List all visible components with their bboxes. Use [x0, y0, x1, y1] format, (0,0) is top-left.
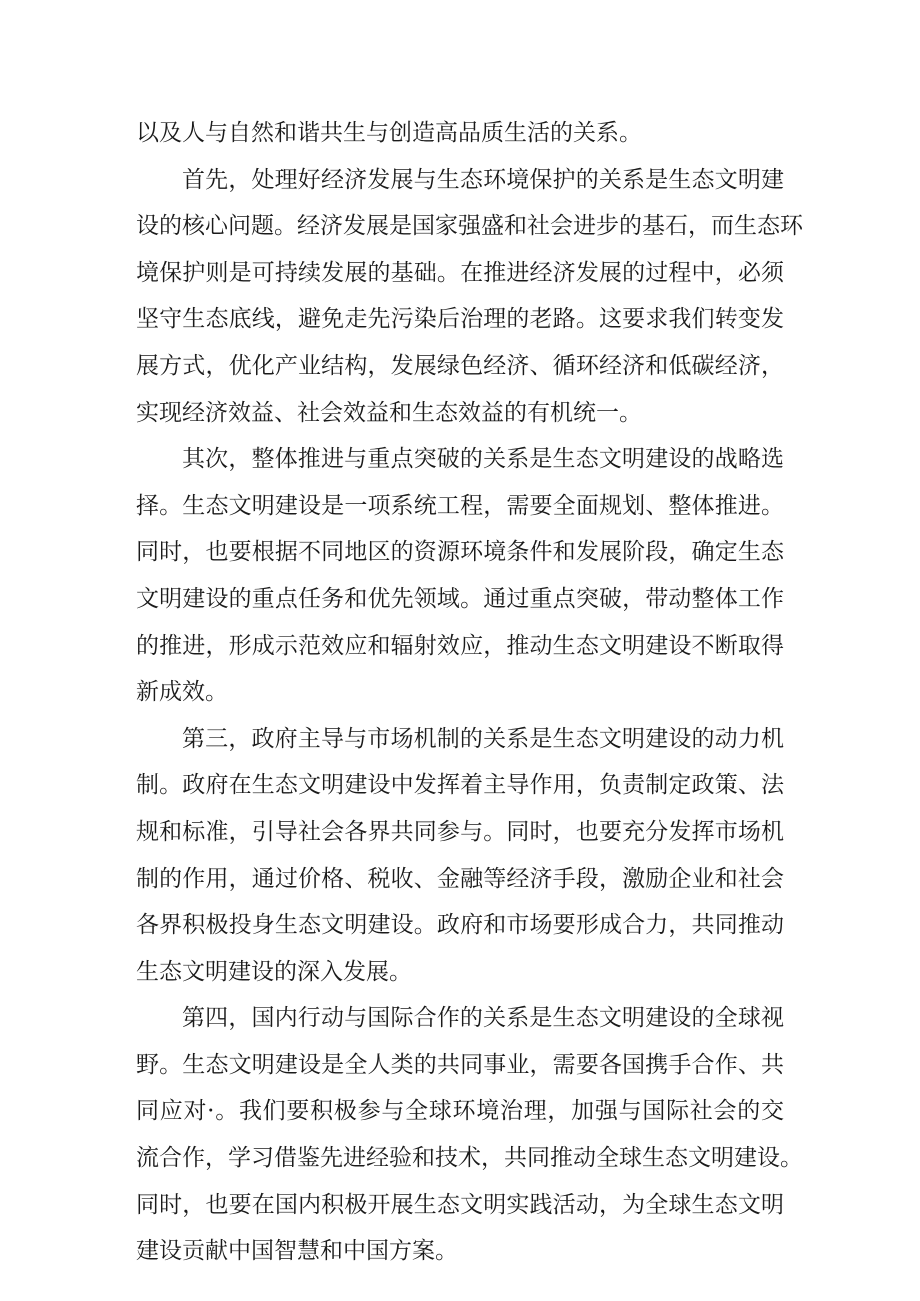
text-line: 实现经济效益、社会效益和生态效益的有机统一。: [136, 399, 642, 426]
text-line: 择。生态文明建设是一项系统工程，需要全面规划、整体推进。: [136, 492, 784, 519]
text-line: 建设贡献中国智慧和中国方案。: [136, 1238, 458, 1265]
text-line: 境保护则是可持续发展的基础。在推进经济发展的过程中，必须: [136, 259, 784, 286]
text-line: 生态文明建设的深入发展。: [136, 958, 412, 985]
body-text: [136, 110, 803, 1275]
text-line: 制。政府在生态文明建设中发挥着主导作用，负责制定政策、法: [136, 772, 784, 799]
text-line: 第四，国内行动与国际合作的关系是生态文明建设的全球视: [182, 1005, 784, 1032]
text-line: 同时，也要根据不同地区的资源环境条件和发展阶段，确定生态: [136, 539, 784, 566]
text-line: 以及人与自然和谐共生与创造高品质生活的关系。: [136, 120, 642, 146]
text-line: 展方式，优化产业结构，发展绿色经济、循环经济和低碳经济，: [136, 352, 784, 379]
text-line: 规和标准，引导社会各界共同参与。同时，也要充分发挥市场机: [136, 818, 784, 845]
text-line: 新成效。: [136, 679, 228, 706]
text-line: 第三，政府主导与市场机制的关系是生态文明建设的动力机: [182, 725, 784, 752]
text-line: 野。生态文明建设是全人类的共同事业，需要各国携手合作、共: [136, 1051, 784, 1078]
text-line: 的推进，形成示范效应和辐射效应，推动生态文明建设不断取得: [136, 632, 784, 659]
text-line: 同应对·。我们要积极参与全球环境治理，加强与国际社会的交: [136, 1098, 784, 1125]
text-line: 坚守生态底线，避免走先污染后治理的老路。这要求我们转变发: [136, 306, 784, 333]
text-line: 制的作用，通过价格、税收、金融等经济手段，激励企业和社会: [136, 865, 784, 892]
text-line: 各界积极投身生态文明建设。政府和市场要形成合力，共同推动: [136, 912, 784, 939]
text-line: 设的核心问题。经济发展是国家强盛和社会进步的基石，而生态环: [136, 213, 803, 240]
text-line: 首先，处理好经济发展与生态环境保护的关系是生态文明建: [182, 166, 784, 193]
text-line: 流合作，学习借鉴先进经验和技术，共同推动全球生态文明建设。: [136, 1145, 803, 1172]
text-line: 其次，整体推进与重点突破的关系是生态文明建设的战略选: [182, 446, 784, 473]
text-line: 文明建设的重点任务和优先领域。通过重点突破，带动整体工作: [136, 585, 784, 612]
text-line: 同时，也要在国内积极开展生态文明实践活动，为全球生态文明: [136, 1191, 784, 1218]
